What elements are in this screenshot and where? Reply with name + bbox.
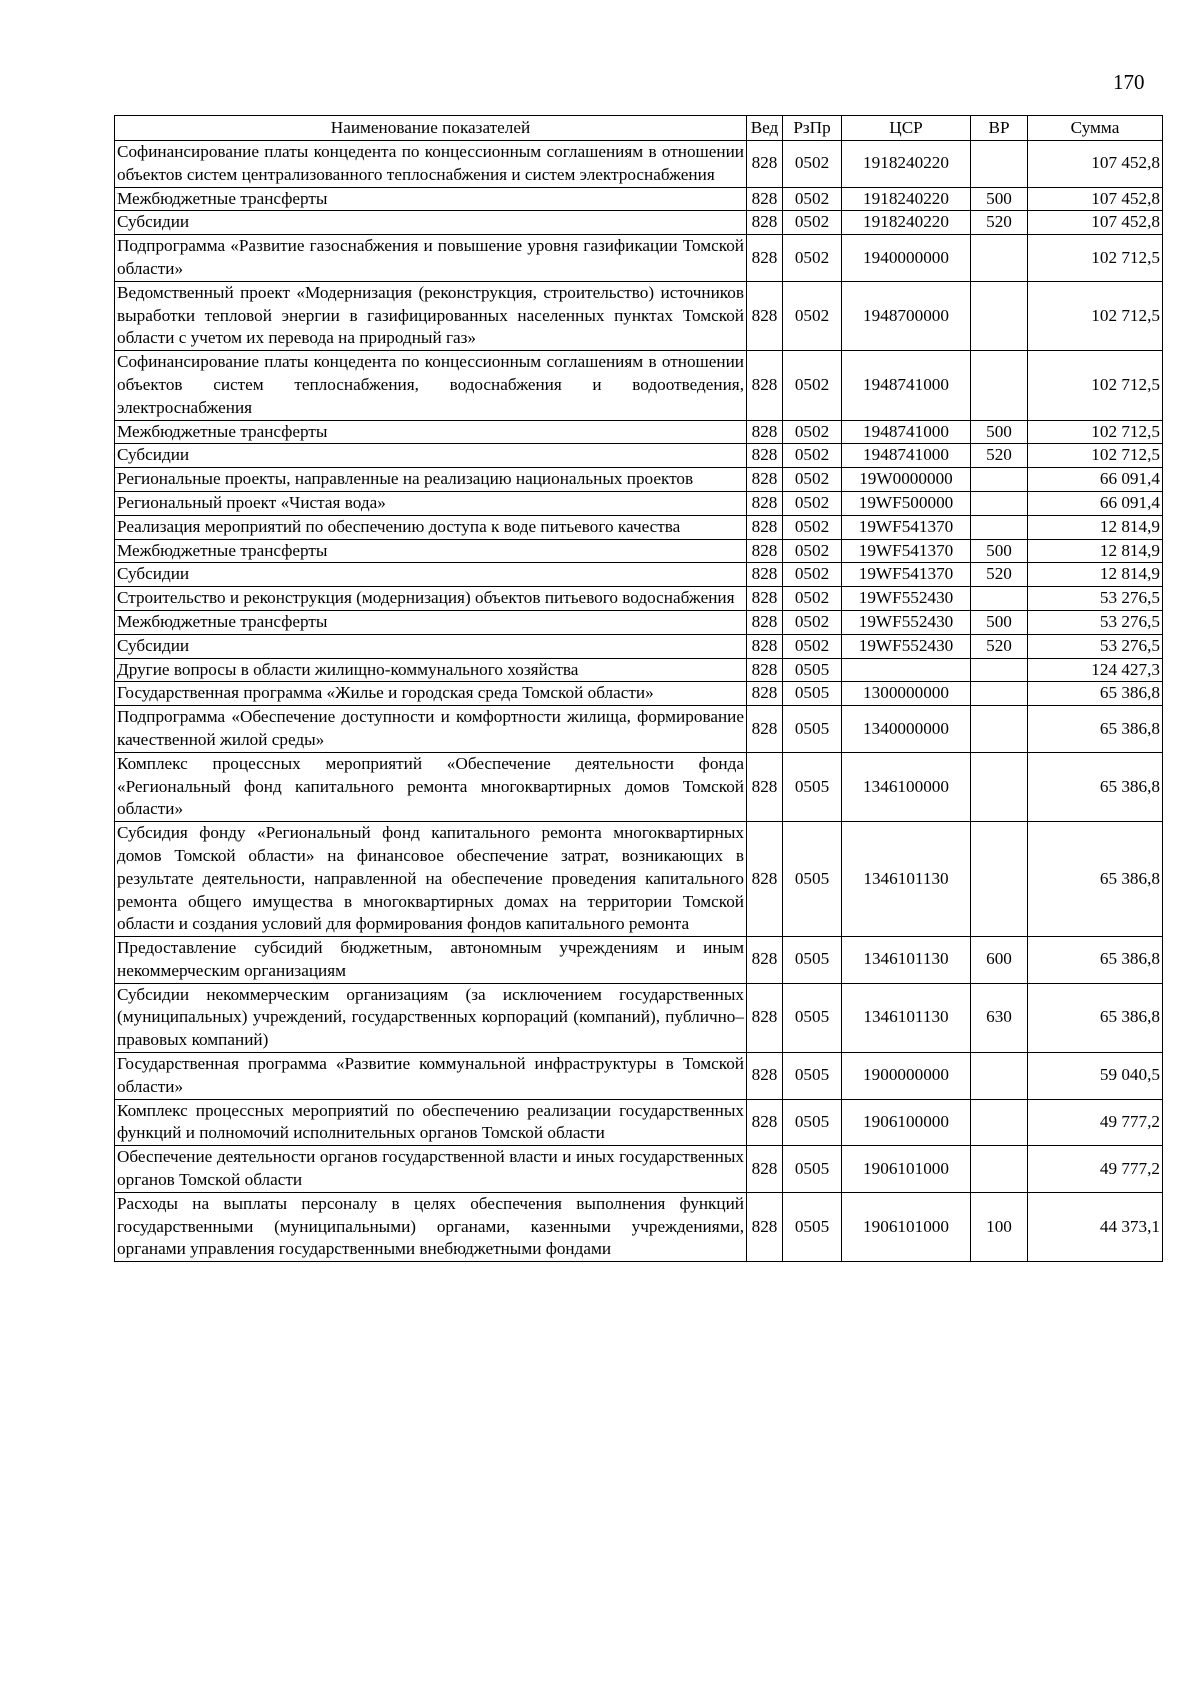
cell-sum: 65 386,8: [1028, 937, 1163, 984]
table-row: [115, 539, 1163, 563]
cell-name: Софинансирование платы концедента по концессионным соглашениям в отношении объектов систем централизованного теплоснабжения и систем электроснабжения: [115, 141, 747, 188]
cell-ved: 828: [747, 822, 783, 937]
cell-rzpr: 0505: [783, 752, 842, 821]
cell-vr: 500: [971, 610, 1028, 634]
cell-sum: 124 427,3: [1028, 658, 1163, 682]
cell-vr: 100: [971, 1192, 1028, 1261]
cell-ved: 828: [747, 539, 783, 563]
cell-vr: [971, 281, 1028, 350]
cell-rzpr: 0505: [783, 1053, 842, 1100]
cell-ved: 828: [747, 351, 783, 420]
cell-rzpr: 0505: [783, 1099, 842, 1146]
cell-name: Расходы на выплаты персоналу в целях обеспечения выполнения функций государственными (муниципальными) органами, казенными учреждениями, органами управления государственными внебюджетными фондами: [115, 1192, 747, 1261]
cell-ved: 828: [747, 563, 783, 587]
cell-ved: 828: [747, 587, 783, 611]
cell-name: Государственная программа «Развитие коммунальной инфраструктуры в Томской области»: [115, 1053, 747, 1100]
cell-vr: [971, 515, 1028, 539]
table-row: [115, 563, 1163, 587]
cell-sum: 59 040,5: [1028, 1053, 1163, 1100]
cell-sum: 53 276,5: [1028, 610, 1163, 634]
table-row: [115, 587, 1163, 611]
table-row: [115, 235, 1163, 282]
cell-sum: 44 373,1: [1028, 1192, 1163, 1261]
cell-sum: 49 777,2: [1028, 1099, 1163, 1146]
cell-csr: 1918240220: [842, 141, 971, 188]
cell-name: Межбюджетные трансферты: [115, 187, 747, 211]
table-row: [115, 515, 1163, 539]
cell-rzpr: 0502: [783, 141, 842, 188]
cell-vr: [971, 682, 1028, 706]
table-row: [115, 187, 1163, 211]
cell-ved: 828: [747, 983, 783, 1052]
cell-rzpr: 0502: [783, 211, 842, 235]
cell-name: Комплекс процессных мероприятий «Обеспечение деятельности фонда «Региональный фонд капитального ремонта многоквартирных домов Томской области»: [115, 752, 747, 821]
cell-name: Субсидии: [115, 444, 747, 468]
cell-rzpr: 0505: [783, 1192, 842, 1261]
table-row: [115, 1053, 1163, 1100]
cell-ved: 828: [747, 752, 783, 821]
table-row: [115, 281, 1163, 350]
cell-csr: 1346101130: [842, 937, 971, 984]
cell-ved: 828: [747, 634, 783, 658]
cell-sum: 65 386,8: [1028, 822, 1163, 937]
cell-csr: 19WF541370: [842, 563, 971, 587]
cell-sum: 102 712,5: [1028, 444, 1163, 468]
cell-sum: 107 452,8: [1028, 187, 1163, 211]
cell-vr: [971, 468, 1028, 492]
cell-rzpr: 0502: [783, 444, 842, 468]
header-rzpr: РзПр: [783, 116, 842, 141]
cell-vr: [971, 491, 1028, 515]
cell-rzpr: 0502: [783, 634, 842, 658]
cell-sum: 53 276,5: [1028, 634, 1163, 658]
cell-sum: 66 091,4: [1028, 491, 1163, 515]
cell-rzpr: 0502: [783, 563, 842, 587]
table-row: [115, 1146, 1163, 1193]
table-row: [115, 351, 1163, 420]
cell-csr: 1340000000: [842, 706, 971, 753]
cell-name: Субсидии некоммерческим организациям (за исключением государственных (муниципальных) учреждений, государственных корпораций (компаний), публично–правовых компаний): [115, 983, 747, 1052]
cell-csr: 19WF500000: [842, 491, 971, 515]
cell-vr: [971, 658, 1028, 682]
cell-vr: 520: [971, 444, 1028, 468]
cell-csr: 1948741000: [842, 351, 971, 420]
cell-sum: 102 712,5: [1028, 420, 1163, 444]
cell-csr: [842, 658, 971, 682]
cell-sum: 66 091,4: [1028, 468, 1163, 492]
cell-rzpr: 0502: [783, 351, 842, 420]
cell-sum: 12 814,9: [1028, 563, 1163, 587]
cell-name: Государственная программа «Жилье и городская среда Томской области»: [115, 682, 747, 706]
cell-vr: 630: [971, 983, 1028, 1052]
cell-rzpr: 0505: [783, 1146, 842, 1193]
cell-sum: 102 712,5: [1028, 281, 1163, 350]
cell-sum: 12 814,9: [1028, 539, 1163, 563]
cell-csr: 1906100000: [842, 1099, 971, 1146]
cell-rzpr: 0502: [783, 491, 842, 515]
table-row: [115, 141, 1163, 188]
cell-ved: 828: [747, 706, 783, 753]
cell-ved: 828: [747, 1099, 783, 1146]
cell-vr: [971, 351, 1028, 420]
header-vr: ВР: [971, 116, 1028, 141]
table-row: [115, 610, 1163, 634]
cell-name: Субсидия фонду «Региональный фонд капитального ремонта многоквартирных домов Томской области» на финансовое обеспечение затрат, возникающих в результате деятельности, направленной на обеспечение проведения капитального ремонта общего имущества в многоквартирных домах на территории Томской области и создания условий для формирования фондов капитального ремонта: [115, 822, 747, 937]
cell-rzpr: 0502: [783, 281, 842, 350]
table-row: [115, 1099, 1163, 1146]
cell-ved: 828: [747, 281, 783, 350]
cell-name: Региональные проекты, направленные на реализацию национальных проектов: [115, 468, 747, 492]
cell-csr: 1948741000: [842, 420, 971, 444]
cell-ved: 828: [747, 444, 783, 468]
cell-csr: 1918240220: [842, 211, 971, 235]
cell-rzpr: 0505: [783, 822, 842, 937]
cell-ved: 828: [747, 1192, 783, 1261]
cell-csr: 19WF552430: [842, 634, 971, 658]
cell-vr: 500: [971, 187, 1028, 211]
cell-name: Комплекс процессных мероприятий по обеспечению реализации государственных функций и полномочий исполнительных органов Томской области: [115, 1099, 747, 1146]
cell-ved: 828: [747, 491, 783, 515]
cell-sum: 65 386,8: [1028, 983, 1163, 1052]
cell-sum: 49 777,2: [1028, 1146, 1163, 1193]
cell-vr: [971, 752, 1028, 821]
cell-csr: 1900000000: [842, 1053, 971, 1100]
cell-name: Межбюджетные трансферты: [115, 420, 747, 444]
table-row: [115, 983, 1163, 1052]
cell-csr: 19WF541370: [842, 539, 971, 563]
cell-ved: 828: [747, 658, 783, 682]
cell-sum: 65 386,8: [1028, 752, 1163, 821]
cell-csr: 19W0000000: [842, 468, 971, 492]
table-row: [115, 211, 1163, 235]
cell-csr: 19WF552430: [842, 587, 971, 611]
cell-name: Софинансирование платы концедента по концессионным соглашениям в отношении объектов систем теплоснабжения, водоснабжения и водоотведения, электроснабжения: [115, 351, 747, 420]
header-sum: Сумма: [1028, 116, 1163, 141]
cell-name: Строительство и реконструкция (модернизация) объектов питьевого водоснабжения: [115, 587, 747, 611]
cell-ved: 828: [747, 610, 783, 634]
cell-rzpr: 0502: [783, 587, 842, 611]
cell-csr: 19WF552430: [842, 610, 971, 634]
table-row: [115, 752, 1163, 821]
cell-rzpr: 0505: [783, 658, 842, 682]
cell-ved: 828: [747, 515, 783, 539]
cell-vr: 600: [971, 937, 1028, 984]
table-row: [115, 1192, 1163, 1261]
cell-csr: 1918240220: [842, 187, 971, 211]
cell-csr: 1346101130: [842, 822, 971, 937]
table-row: [115, 706, 1163, 753]
cell-sum: 107 452,8: [1028, 141, 1163, 188]
cell-vr: [971, 1146, 1028, 1193]
cell-csr: 1346100000: [842, 752, 971, 821]
cell-ved: 828: [747, 187, 783, 211]
cell-ved: 828: [747, 235, 783, 282]
cell-sum: 65 386,8: [1028, 682, 1163, 706]
cell-name: Другие вопросы в области жилищно-коммунального хозяйства: [115, 658, 747, 682]
cell-csr: 1948741000: [842, 444, 971, 468]
table-row: [115, 634, 1163, 658]
table-row: [115, 491, 1163, 515]
cell-name: Субсидии: [115, 211, 747, 235]
table-row: [115, 937, 1163, 984]
cell-ved: 828: [747, 211, 783, 235]
cell-csr: 1940000000: [842, 235, 971, 282]
cell-sum: 12 814,9: [1028, 515, 1163, 539]
cell-name: Субсидии: [115, 634, 747, 658]
cell-name: Обеспечение деятельности органов государственной власти и иных государственных органов Томской области: [115, 1146, 747, 1193]
cell-sum: 102 712,5: [1028, 235, 1163, 282]
cell-vr: [971, 1053, 1028, 1100]
cell-vr: 500: [971, 539, 1028, 563]
cell-rzpr: 0502: [783, 610, 842, 634]
cell-ved: 828: [747, 141, 783, 188]
cell-sum: 65 386,8: [1028, 706, 1163, 753]
cell-vr: 520: [971, 211, 1028, 235]
cell-ved: 828: [747, 468, 783, 492]
table-row: [115, 444, 1163, 468]
table-row: [115, 682, 1163, 706]
cell-vr: [971, 235, 1028, 282]
table-row: [115, 822, 1163, 937]
cell-ved: 828: [747, 420, 783, 444]
header-name: Наименование показателей: [115, 116, 747, 141]
cell-vr: 500: [971, 420, 1028, 444]
cell-rzpr: 0502: [783, 187, 842, 211]
cell-csr: 1300000000: [842, 682, 971, 706]
cell-vr: [971, 822, 1028, 937]
cell-rzpr: 0505: [783, 706, 842, 753]
cell-vr: 520: [971, 634, 1028, 658]
cell-ved: 828: [747, 1146, 783, 1193]
cell-name: Региональный проект «Чистая вода»: [115, 491, 747, 515]
cell-name: Реализация мероприятий по обеспечению доступа к воде питьевого качества: [115, 515, 747, 539]
cell-csr: 1346101130: [842, 983, 971, 1052]
cell-rzpr: 0502: [783, 515, 842, 539]
cell-csr: 1906101000: [842, 1192, 971, 1261]
cell-name: Межбюджетные трансферты: [115, 539, 747, 563]
cell-csr: 19WF541370: [842, 515, 971, 539]
cell-ved: 828: [747, 1053, 783, 1100]
cell-rzpr: 0502: [783, 235, 842, 282]
cell-name: Подпрограмма «Развитие газоснабжения и повышение уровня газификации Томской области»: [115, 235, 747, 282]
cell-sum: 107 452,8: [1028, 211, 1163, 235]
table-row: [115, 420, 1163, 444]
cell-rzpr: 0505: [783, 937, 842, 984]
cell-sum: 102 712,5: [1028, 351, 1163, 420]
cell-rzpr: 0502: [783, 539, 842, 563]
cell-name: Подпрограмма «Обеспечение доступности и комфортности жилища, формирование качественной жилой среды»: [115, 706, 747, 753]
cell-vr: 520: [971, 563, 1028, 587]
budget-table: [114, 115, 1163, 1262]
cell-rzpr: 0505: [783, 983, 842, 1052]
header-csr: ЦСР: [842, 116, 971, 141]
cell-vr: [971, 141, 1028, 188]
cell-name: Субсидии: [115, 563, 747, 587]
cell-name: Ведомственный проект «Модернизация (реконструкция, строительство) источников выработки тепловой энергии в газифицированных населенных пунктах Томской области с учетом их перевода на природный газ»: [115, 281, 747, 350]
header-ved: Вед: [747, 116, 783, 141]
cell-ved: 828: [747, 682, 783, 706]
cell-sum: 53 276,5: [1028, 587, 1163, 611]
cell-rzpr: 0505: [783, 682, 842, 706]
cell-csr: 1906101000: [842, 1146, 971, 1193]
page-number: 170: [1113, 70, 1145, 94]
cell-ved: 828: [747, 937, 783, 984]
cell-csr: 1948700000: [842, 281, 971, 350]
cell-vr: [971, 1099, 1028, 1146]
cell-rzpr: 0502: [783, 468, 842, 492]
cell-name: Межбюджетные трансферты: [115, 610, 747, 634]
cell-name: Предоставление субсидий бюджетным, автономным учреждениям и иным некоммерческим организациям: [115, 937, 747, 984]
table-row: [115, 658, 1163, 682]
cell-vr: [971, 587, 1028, 611]
table-row: [115, 468, 1163, 492]
table-header-row: [115, 116, 1163, 141]
cell-rzpr: 0502: [783, 420, 842, 444]
cell-vr: [971, 706, 1028, 753]
